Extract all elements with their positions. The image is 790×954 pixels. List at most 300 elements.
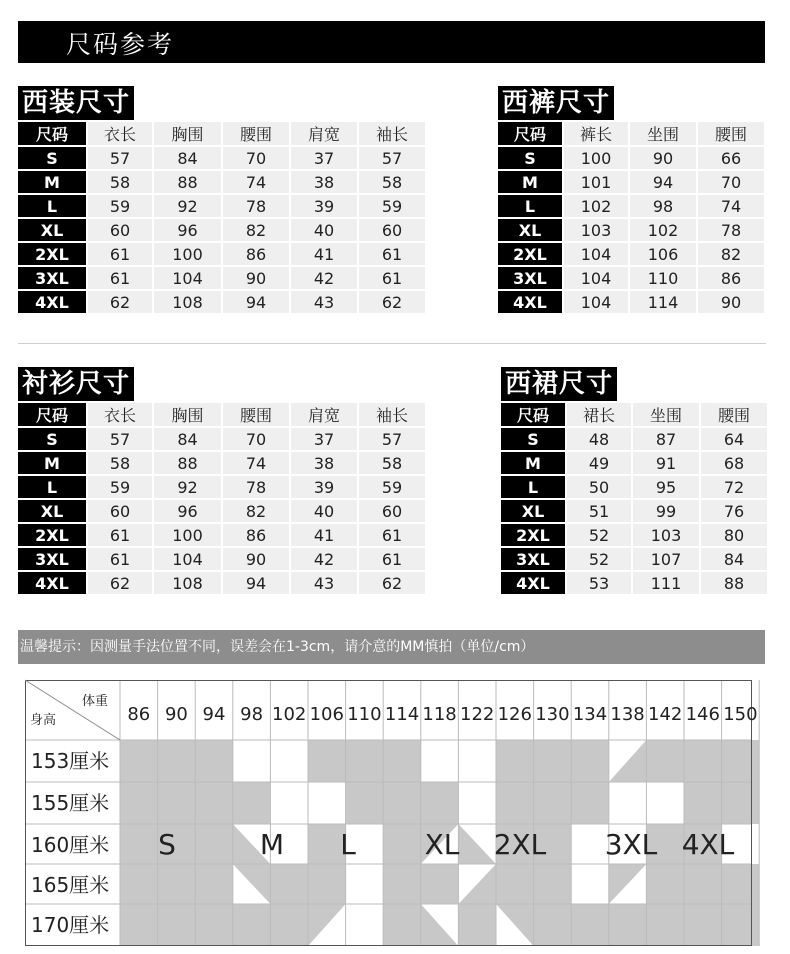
weight-header-cell: 86 [127, 704, 151, 725]
skirt-value-cell: 48 [567, 428, 631, 450]
suit-header-cell: 腰围 [223, 122, 289, 145]
height-label: 165厘米 [31, 873, 110, 897]
shirt-row [18, 476, 425, 498]
weight-header-cell: 98 [240, 704, 264, 725]
pants-value-cell: 104 [564, 267, 628, 289]
pants-size-cell: XL [498, 219, 562, 241]
gray-cell [120, 740, 158, 782]
shirt-value-cell: 61 [359, 524, 425, 546]
shirt-value-cell: 58 [88, 452, 152, 474]
skirt-row [501, 572, 767, 594]
shirt-value-cell: 57 [359, 428, 425, 450]
suit-size-title: 西装尺寸 [18, 86, 134, 120]
skirt-value-cell: 72 [701, 476, 767, 498]
shirt-size-cell: M [18, 452, 86, 474]
gray-cell [120, 904, 158, 946]
skirt-value-cell: 64 [701, 428, 767, 450]
gray-cell [722, 782, 760, 824]
corner-diagonal [25, 680, 120, 740]
pants-value-cell: 104 [564, 291, 628, 313]
shirt-value-cell: 37 [291, 428, 357, 450]
pants-size-title: 西裤尺寸 [498, 86, 614, 120]
pants-size-cell: 4XL [498, 291, 562, 313]
pants-value-cell: 74 [698, 195, 764, 217]
shirt-value-cell: 94 [223, 572, 289, 594]
size-zone-label: L [340, 828, 356, 861]
skirt-value-cell: 84 [701, 548, 767, 570]
skirt-value-cell: 103 [633, 524, 699, 546]
size-zone-label: S [158, 828, 176, 861]
shirt-row [18, 524, 425, 546]
skirt-size-cell: 4XL [501, 572, 565, 594]
suit-value-cell: 37 [291, 147, 357, 169]
skirt-header-cell: 腰围 [701, 403, 767, 426]
height-label: 153厘米 [31, 749, 110, 773]
suit-value-cell: 82 [223, 219, 289, 241]
gray-half-cell [421, 904, 459, 946]
shirt-value-cell: 42 [291, 548, 357, 570]
shirt-value-cell: 84 [154, 428, 221, 450]
skirt-size-title: 西裙尺寸 [501, 367, 617, 401]
height-axis-label: 身高 [30, 713, 57, 728]
skirt-row [501, 548, 767, 570]
shirt-header-cell: 袖长 [359, 403, 425, 426]
pants-value-cell: 70 [698, 171, 764, 193]
suit-value-cell: 57 [88, 147, 152, 169]
pants-value-cell: 104 [564, 243, 628, 265]
suit-row [18, 219, 425, 241]
gray-cell [534, 864, 572, 904]
gray-cell [534, 740, 572, 782]
shirt-size-section [18, 367, 427, 596]
skirt-size-cell: M [501, 452, 565, 474]
shirt-value-cell: 60 [88, 500, 152, 522]
suit-row [18, 267, 425, 289]
suit-value-cell: 58 [359, 171, 425, 193]
pants-header-cell: 腰围 [698, 122, 764, 145]
suit-value-cell: 60 [359, 219, 425, 241]
shirt-size-cell: S [18, 428, 86, 450]
weight-header-cell: 118 [422, 704, 457, 725]
shirt-size-cell: 3XL [18, 548, 86, 570]
gray-cell [722, 904, 760, 946]
gray-cell [609, 904, 647, 946]
gray-cell [496, 864, 534, 904]
skirt-value-cell: 80 [701, 524, 767, 546]
height-label: 160厘米 [31, 833, 110, 857]
shirt-value-cell: 39 [291, 476, 357, 498]
shirt-value-cell: 82 [223, 500, 289, 522]
pants-row [498, 195, 764, 217]
gray-cell [722, 864, 760, 904]
suit-size-cell: XL [18, 219, 86, 241]
suit-size-cell: L [18, 195, 86, 217]
gray-cell [308, 864, 346, 904]
weight-header-cell: 146 [685, 704, 720, 725]
shirt-value-cell: 92 [154, 476, 221, 498]
shirt-size-cell: XL [18, 500, 86, 522]
skirt-value-cell: 88 [701, 572, 767, 594]
shirt-value-cell: 100 [154, 524, 221, 546]
gray-cell [120, 864, 158, 904]
skirt-value-cell: 91 [633, 452, 699, 474]
pants-value-cell: 94 [630, 171, 696, 193]
shirt-value-cell: 78 [223, 476, 289, 498]
skirt-value-cell: 107 [633, 548, 699, 570]
weight-header-cell: 90 [164, 704, 188, 725]
gray-cell [270, 864, 308, 904]
size-zone-label: 2XL [493, 828, 547, 861]
height-label: 155厘米 [31, 791, 110, 815]
gray-cell [383, 782, 421, 824]
pants-value-cell: 102 [630, 219, 696, 241]
skirt-size-cell: L [501, 476, 565, 498]
suit-size-cell: 3XL [18, 267, 86, 289]
size-zone-label: XL [424, 828, 460, 861]
gray-cell [496, 782, 534, 824]
skirt-row [501, 428, 767, 450]
shirt-value-cell: 61 [88, 548, 152, 570]
pants-value-cell: 101 [564, 171, 628, 193]
pants-value-cell: 114 [630, 291, 696, 313]
pants-size-cell: S [498, 147, 562, 169]
pants-value-cell: 82 [698, 243, 764, 265]
skirt-size-section [501, 367, 769, 596]
skirt-value-cell: 52 [567, 548, 631, 570]
skirt-size-cell: 3XL [501, 548, 565, 570]
shirt-value-cell: 88 [154, 452, 221, 474]
section-divider [18, 343, 766, 344]
suit-value-cell: 86 [223, 243, 289, 265]
pants-value-cell: 106 [630, 243, 696, 265]
gray-cell [308, 740, 346, 782]
pants-row [498, 291, 764, 313]
shirt-header-cell: 胸围 [154, 403, 221, 426]
gray-cell [383, 864, 421, 904]
gray-half-cell [609, 864, 647, 904]
skirt-value-cell: 68 [701, 452, 767, 474]
gray-cell [346, 782, 384, 824]
shirt-row [18, 548, 425, 570]
gray-cell [571, 782, 609, 824]
shirt-header-cell: 尺码 [18, 403, 86, 426]
size-zone-label: M [259, 828, 285, 861]
pants-value-cell: 98 [630, 195, 696, 217]
pants-size-cell: L [498, 195, 562, 217]
weight-header-cell: 114 [384, 704, 420, 725]
gray-cell [496, 740, 534, 782]
suit-size-cell: 4XL [18, 291, 86, 313]
shirt-header-row [18, 403, 425, 426]
suit-value-cell: 57 [359, 147, 425, 169]
suit-row [18, 195, 425, 217]
pants-value-cell: 100 [564, 147, 628, 169]
shirt-row [18, 500, 425, 522]
skirt-row [501, 500, 767, 522]
weight-axis-label: 体重 [82, 694, 109, 709]
shirt-value-cell: 38 [291, 452, 357, 474]
suit-value-cell: 43 [291, 291, 357, 313]
suit-header-cell: 衣长 [88, 122, 152, 145]
shirt-value-cell: 62 [359, 572, 425, 594]
gray-cell [534, 904, 572, 946]
gray-cell [120, 824, 158, 864]
shirt-value-cell: 104 [154, 548, 221, 570]
suit-value-cell: 104 [154, 267, 221, 289]
suit-header-cell: 尺码 [18, 122, 86, 145]
suit-header-cell: 胸围 [154, 122, 221, 145]
shirt-value-cell: 41 [291, 524, 357, 546]
gray-cell [684, 782, 722, 824]
suit-size-table [16, 120, 427, 315]
skirt-header-cell: 裙长 [567, 403, 631, 426]
gray-cell [195, 824, 233, 864]
suit-value-cell: 90 [223, 267, 289, 289]
pants-row [498, 243, 764, 265]
shirt-row [18, 572, 425, 594]
suit-header-row [18, 122, 425, 145]
gray-cell [233, 782, 271, 824]
gray-cell [158, 864, 196, 904]
shirt-value-cell: 96 [154, 500, 221, 522]
shirt-value-cell: 59 [359, 476, 425, 498]
pants-value-cell: 102 [564, 195, 628, 217]
pants-value-cell: 66 [698, 147, 764, 169]
shirt-header-cell: 肩宽 [291, 403, 357, 426]
pants-row [498, 267, 764, 289]
weight-header-cell: 150 [723, 704, 758, 725]
weight-header-cell: 122 [460, 704, 495, 725]
shirt-size-cell: 2XL [18, 524, 86, 546]
suit-value-cell: 61 [359, 267, 425, 289]
shirt-size-table [16, 401, 427, 596]
pants-size-cell: 3XL [498, 267, 562, 289]
size-zone-label: 4XL [681, 828, 735, 861]
skirt-row [501, 476, 767, 498]
suit-value-cell: 59 [359, 195, 425, 217]
shirt-size-cell: 4XL [18, 572, 86, 594]
weight-header-cell: 106 [309, 704, 344, 725]
suit-value-cell: 70 [223, 147, 289, 169]
gray-cell [421, 782, 459, 824]
weight-header-cell: 134 [572, 704, 608, 725]
weight-header-cell: 138 [610, 704, 645, 725]
suit-row [18, 243, 425, 265]
skirt-value-cell: 52 [567, 524, 631, 546]
gray-cell [158, 904, 196, 946]
suit-value-cell: 40 [291, 219, 357, 241]
banner-title: 尺码参考 [66, 30, 175, 59]
suit-row [18, 171, 425, 193]
skirt-value-cell: 50 [567, 476, 631, 498]
pants-size-section [498, 86, 766, 315]
suit-row [18, 147, 425, 169]
skirt-size-table [499, 401, 769, 596]
suit-value-cell: 38 [291, 171, 357, 193]
suit-value-cell: 61 [359, 243, 425, 265]
gray-half-cell [233, 864, 271, 904]
shirt-value-cell: 57 [88, 428, 152, 450]
pants-value-cell: 110 [630, 267, 696, 289]
tip-bar [18, 630, 765, 664]
suit-value-cell: 74 [223, 171, 289, 193]
gray-cell [646, 904, 684, 946]
skirt-value-cell: 95 [633, 476, 699, 498]
suit-value-cell: 59 [88, 195, 152, 217]
weight-header-cell: 142 [648, 704, 683, 725]
skirt-value-cell: 111 [633, 572, 699, 594]
suit-value-cell: 84 [154, 147, 221, 169]
gray-cell [195, 740, 233, 782]
suit-value-cell: 42 [291, 267, 357, 289]
pants-header-cell: 尺码 [498, 122, 562, 145]
weight-header-cell: 94 [202, 704, 226, 725]
skirt-value-cell: 53 [567, 572, 631, 594]
suit-value-cell: 96 [154, 219, 221, 241]
shirt-row [18, 428, 425, 450]
skirt-header-cell: 坐围 [633, 403, 699, 426]
shirt-size-title: 衬衫尺寸 [18, 367, 134, 401]
suit-size-section [18, 86, 427, 315]
suit-value-cell: 41 [291, 243, 357, 265]
pants-size-cell: M [498, 171, 562, 193]
weight-header-cell: 110 [347, 704, 382, 725]
gray-cell [383, 824, 421, 864]
pants-header-cell: 坐围 [630, 122, 696, 145]
gray-cell [571, 740, 609, 782]
shirt-value-cell: 86 [223, 524, 289, 546]
suit-value-cell: 108 [154, 291, 221, 313]
suit-value-cell: 92 [154, 195, 221, 217]
suit-value-cell: 58 [88, 171, 152, 193]
suit-size-cell: S [18, 147, 86, 169]
pants-value-cell: 78 [698, 219, 764, 241]
gray-cell [346, 740, 384, 782]
shirt-header-cell: 腰围 [223, 403, 289, 426]
shirt-value-cell: 58 [359, 452, 425, 474]
tip-text: 温馨提示：因测量手法位置不同，误差会在1-3cm，请介意的MM慎拍（单位/cm） [20, 639, 535, 655]
height-weight-grid-svg [25, 680, 758, 950]
pants-size-cell: 2XL [498, 243, 562, 265]
suit-value-cell: 61 [88, 243, 152, 265]
pants-row [498, 171, 764, 193]
gray-half-cell [458, 864, 496, 904]
shirt-value-cell: 59 [88, 476, 152, 498]
gray-cell [158, 782, 196, 824]
skirt-header-row [501, 403, 767, 426]
height-label: 170厘米 [31, 913, 110, 937]
pants-header-cell: 裤长 [564, 122, 628, 145]
pants-size-table [496, 120, 766, 315]
gray-cell [684, 740, 722, 782]
shirt-row [18, 452, 425, 474]
suit-value-cell: 94 [223, 291, 289, 313]
skirt-value-cell: 99 [633, 500, 699, 522]
gray-half-cell [646, 740, 684, 782]
gray-cell [571, 904, 609, 946]
skirt-value-cell: 76 [701, 500, 767, 522]
gray-cell [534, 782, 572, 824]
gray-half-cell [609, 740, 647, 782]
gray-cell [383, 740, 421, 782]
gray-cell [120, 782, 158, 824]
pants-row [498, 219, 764, 241]
pants-value-cell: 90 [698, 291, 764, 313]
gray-cell [195, 904, 233, 946]
size-zone-label: 3XL [604, 828, 658, 861]
pants-value-cell: 86 [698, 267, 764, 289]
shirt-value-cell: 108 [154, 572, 221, 594]
shirt-value-cell: 61 [359, 548, 425, 570]
shirt-value-cell: 60 [359, 500, 425, 522]
suit-value-cell: 78 [223, 195, 289, 217]
pants-value-cell: 90 [630, 147, 696, 169]
gray-cell [684, 864, 722, 904]
shirt-value-cell: 90 [223, 548, 289, 570]
suit-value-cell: 62 [88, 291, 152, 313]
skirt-size-cell: S [501, 428, 565, 450]
skirt-row [501, 452, 767, 474]
skirt-value-cell: 51 [567, 500, 631, 522]
suit-size-cell: M [18, 171, 86, 193]
weight-header-cell: 130 [535, 704, 570, 725]
gray-cell [270, 904, 308, 946]
skirt-size-cell: 2XL [501, 524, 565, 546]
shirt-value-cell: 43 [291, 572, 357, 594]
suit-value-cell: 39 [291, 195, 357, 217]
gray-cell [646, 864, 684, 904]
skirt-header-cell: 尺码 [501, 403, 565, 426]
shirt-value-cell: 70 [223, 428, 289, 450]
skirt-size-cell: XL [501, 500, 565, 522]
suit-value-cell: 61 [88, 267, 152, 289]
suit-value-cell: 100 [154, 243, 221, 265]
pants-header-row [498, 122, 764, 145]
gray-cell [383, 904, 421, 946]
gray-cell [195, 782, 233, 824]
gray-cell [421, 864, 459, 904]
weight-header-cell: 102 [272, 704, 307, 725]
size-reference-banner [18, 21, 765, 63]
shirt-header-cell: 衣长 [88, 403, 152, 426]
gray-cell [458, 904, 496, 946]
shirt-size-cell: L [18, 476, 86, 498]
gray-cell [722, 740, 760, 782]
gray-half-cell [458, 824, 496, 864]
gray-cell [684, 904, 722, 946]
suit-header-cell: 袖长 [359, 122, 425, 145]
gray-half-cell [496, 904, 534, 946]
suit-value-cell: 88 [154, 171, 221, 193]
gray-cell [195, 864, 233, 904]
pants-value-cell: 103 [564, 219, 628, 241]
skirt-value-cell: 87 [633, 428, 699, 450]
gray-half-cell [308, 904, 346, 946]
weight-header-cell: 126 [497, 704, 532, 725]
suit-value-cell: 62 [359, 291, 425, 313]
suit-value-cell: 60 [88, 219, 152, 241]
shirt-value-cell: 61 [88, 524, 152, 546]
skirt-value-cell: 49 [567, 452, 631, 474]
shirt-value-cell: 74 [223, 452, 289, 474]
pants-row [498, 147, 764, 169]
suit-row [18, 291, 425, 313]
gray-cell [233, 904, 271, 946]
suit-size-cell: 2XL [18, 243, 86, 265]
skirt-row [501, 524, 767, 546]
shirt-value-cell: 62 [88, 572, 152, 594]
suit-header-cell: 肩宽 [291, 122, 357, 145]
